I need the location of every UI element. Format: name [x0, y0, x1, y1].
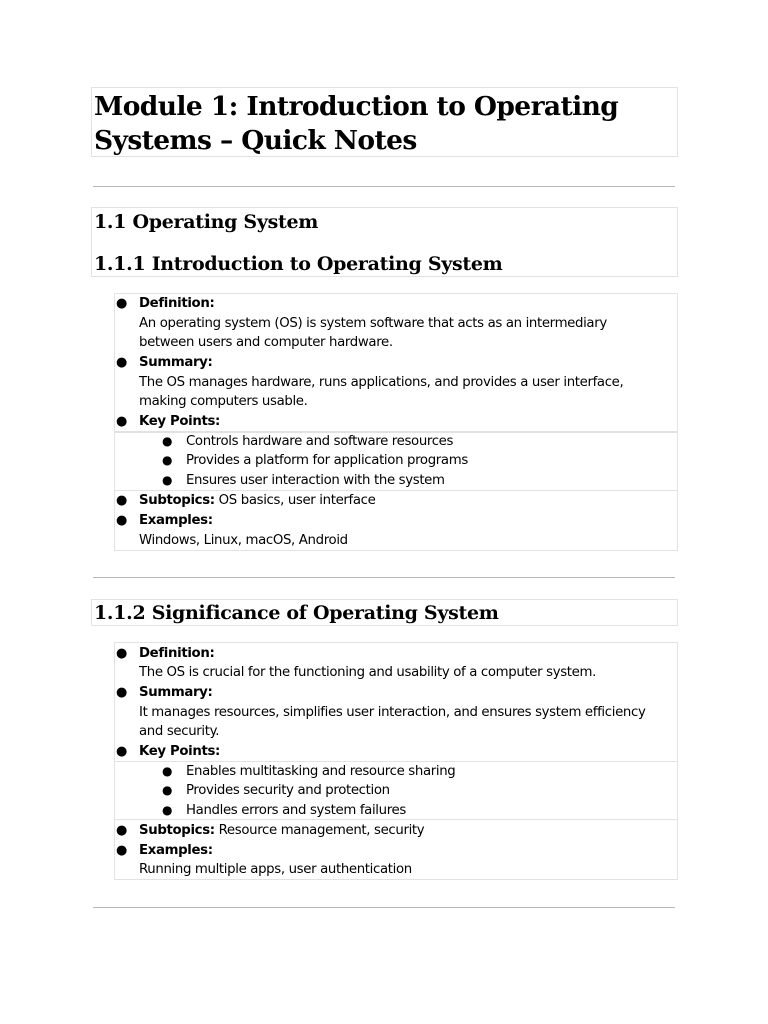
summary-label: Summary: [139, 355, 213, 370]
bullet-icon: ● [162, 783, 173, 797]
definition-label: Definition: [139, 296, 215, 311]
key-point-item: Controls hardware and software resources [186, 434, 454, 449]
summary-label: Summary: [139, 685, 213, 700]
subtopics-label: Subtopics: [139, 493, 215, 508]
definition-text: between users and computer hardware. [139, 335, 393, 350]
key-point-item: Handles errors and system failures [186, 803, 406, 818]
bullet-icon: ● [162, 803, 173, 817]
summary-text: It manages resources, simplifies user interaction, and ensures system efficiency [139, 705, 646, 720]
section-heading-block [91, 207, 678, 277]
examples-text: Windows, Linux, macOS, Android [139, 533, 348, 548]
bullet-icon: ● [116, 493, 127, 508]
subsection-heading: 1.1.1 Introduction to Operating System [94, 253, 503, 275]
page-title: Module 1: Introduction to Operating Systems – Quick Notes [91, 87, 678, 157]
subtopics-row [139, 821, 424, 841]
subsection-heading: 1.1.2 Significance of Operating System [94, 602, 499, 624]
definition-text: The OS is crucial for the functioning and usability of a computer system. [139, 665, 596, 680]
subtopics-value: Resource management, security [218, 823, 425, 838]
bullet-icon: ● [162, 453, 173, 467]
subtopics-row [139, 491, 375, 511]
key-points-label: Key Points: [139, 414, 221, 429]
bullet-icon: ● [116, 296, 127, 311]
bullet-icon: ● [116, 355, 127, 370]
horizontal-rule [93, 577, 675, 578]
section-heading-block [91, 599, 678, 626]
bullet-icon: ● [162, 434, 173, 448]
definition-text: An operating system (OS) is system software that acts as an intermediary [139, 316, 607, 331]
horizontal-rule [93, 186, 675, 187]
subtopics-value: OS basics, user interface [218, 493, 376, 508]
section-heading: 1.1 Operating System [94, 211, 319, 233]
notes-list [114, 642, 678, 880]
definition-label: Definition: [139, 646, 215, 661]
summary-text: and security. [139, 724, 220, 739]
key-point-item: Provides a platform for application programs [186, 453, 468, 468]
horizontal-rule [93, 907, 675, 908]
key-point-item: Provides security and protection [186, 783, 390, 798]
summary-text: making computers usable. [139, 394, 308, 409]
notes-list [114, 293, 678, 551]
bullet-icon: ● [116, 685, 127, 700]
bullet-icon: ● [116, 646, 127, 661]
subtopics-label: Subtopics: [139, 823, 215, 838]
key-points-label: Key Points: [139, 744, 221, 759]
bullet-icon: ● [162, 764, 173, 778]
bullet-icon: ● [116, 843, 127, 858]
bullet-icon: ● [116, 744, 127, 759]
examples-text: Running multiple apps, user authentication [139, 862, 412, 877]
bullet-icon: ● [116, 513, 127, 528]
summary-text: The OS manages hardware, runs applications, and provides a user interface, [139, 375, 624, 390]
key-point-item: Enables multitasking and resource sharing [186, 764, 456, 779]
key-point-item: Ensures user interaction with the system [186, 473, 445, 488]
bullet-icon: ● [116, 414, 127, 429]
examples-label: Examples: [139, 843, 213, 858]
bullet-icon: ● [116, 823, 127, 838]
bullet-icon: ● [162, 473, 173, 487]
examples-label: Examples: [139, 513, 213, 528]
